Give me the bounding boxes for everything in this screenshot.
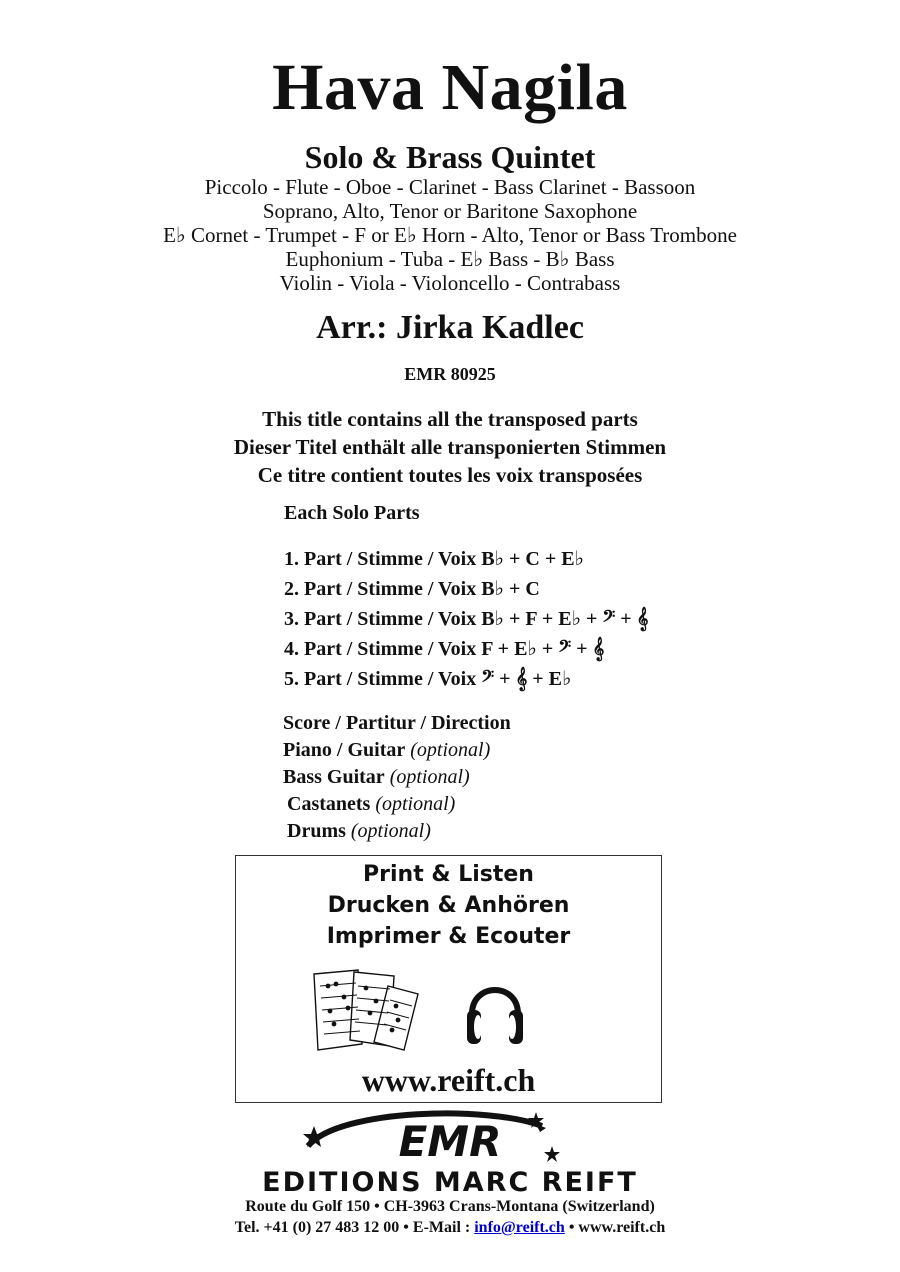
extra-note: (optional) xyxy=(350,820,431,842)
extra-label: Piano / Guitar xyxy=(283,739,406,761)
extra-note: (optional) xyxy=(389,766,470,788)
notice-line: Ce titre contient toutes les voix transposées xyxy=(257,463,643,487)
publisher-address: Route du Golf 150 • CH-3963 Crans-Montana (Switzerland) xyxy=(245,1198,655,1215)
contact-line xyxy=(0,1218,900,1238)
extra-label: Drums xyxy=(287,820,346,842)
instrument-line: E♭ Cornet - Trumpet - F or E♭ Horn - Alto, Tenor or Bass Trombone xyxy=(163,223,737,247)
extra-label: Score / Partitur / Direction xyxy=(283,712,511,734)
part-line: 1. Part / Stimme / Voix B♭ + C + E♭ xyxy=(284,548,584,570)
parts-list xyxy=(284,500,649,694)
instrument-line: Euphonium - Tuba - E♭ Bass - B♭ Bass xyxy=(285,247,615,271)
extra-note: (optional) xyxy=(375,793,456,815)
extra-item xyxy=(283,764,511,791)
part-line: 3. Part / Stimme / Voix B♭ + F + E♭ + 𝄢 + 𝄞 xyxy=(284,608,649,630)
print-listen-box xyxy=(235,855,662,1103)
promo-line: Imprimer & Ecouter xyxy=(326,924,571,949)
emr-logo-text: EMR xyxy=(398,1117,502,1166)
instrument-line: Violin - Viola - Violoncello - Contrabass xyxy=(279,271,621,295)
extra-label: Bass Guitar xyxy=(283,766,385,788)
instrument-line: Piccolo - Flute - Oboe - Clarinet - Bass Clarinet - Bassoon xyxy=(204,175,696,199)
extra-item xyxy=(283,710,511,737)
contact-tel: Tel. +41 (0) 27 483 12 00 • E-Mail : xyxy=(234,1219,475,1236)
headphones-icon xyxy=(464,968,526,1052)
instrument-list xyxy=(0,175,900,295)
extra-label: Castanets xyxy=(287,793,371,815)
extra-item xyxy=(283,818,511,845)
extra-item xyxy=(283,791,511,818)
part-line: 4. Part / Stimme / Voix F + E♭ + 𝄢 + 𝄞 xyxy=(284,638,605,660)
promo-line: Print & Listen xyxy=(363,862,534,887)
instrument-line: Soprano, Alto, Tenor or Baritone Saxophone xyxy=(262,199,638,223)
extra-note: (optional) xyxy=(410,739,491,761)
notice-line: This title contains all the transposed parts xyxy=(262,407,638,431)
promo-line: Drucken & Anhören xyxy=(327,893,570,918)
catalog-number: EMR 80925 xyxy=(404,364,496,384)
extras-list xyxy=(283,710,511,845)
parts-heading: Each Solo Parts xyxy=(284,502,420,524)
subtitle: Solo & Brass Quintet xyxy=(304,139,596,175)
arranger: Arr.: Jirka Kadlec xyxy=(316,309,584,346)
website-link[interactable]: www.reift.ch xyxy=(361,1062,536,1098)
emr-logo xyxy=(300,1106,600,1168)
extra-item xyxy=(283,737,511,764)
notice-line: Dieser Titel enthält alle transponierten Stimmen xyxy=(233,435,667,459)
contact-web: • www.reift.ch xyxy=(564,1219,666,1236)
transposition-notice xyxy=(0,405,900,489)
email-link[interactable]: info@reift.ch xyxy=(474,1219,565,1236)
publisher-name: EDITIONS MARC REIFT xyxy=(262,1167,638,1198)
part-line: 5. Part / Stimme / Voix 𝄢 + 𝄞 + E♭ xyxy=(284,668,572,690)
sheet-music-icon xyxy=(308,966,424,1054)
part-line: 2. Part / Stimme / Voix B♭ + C xyxy=(284,578,540,600)
page-title: Hava Nagila xyxy=(272,51,628,124)
